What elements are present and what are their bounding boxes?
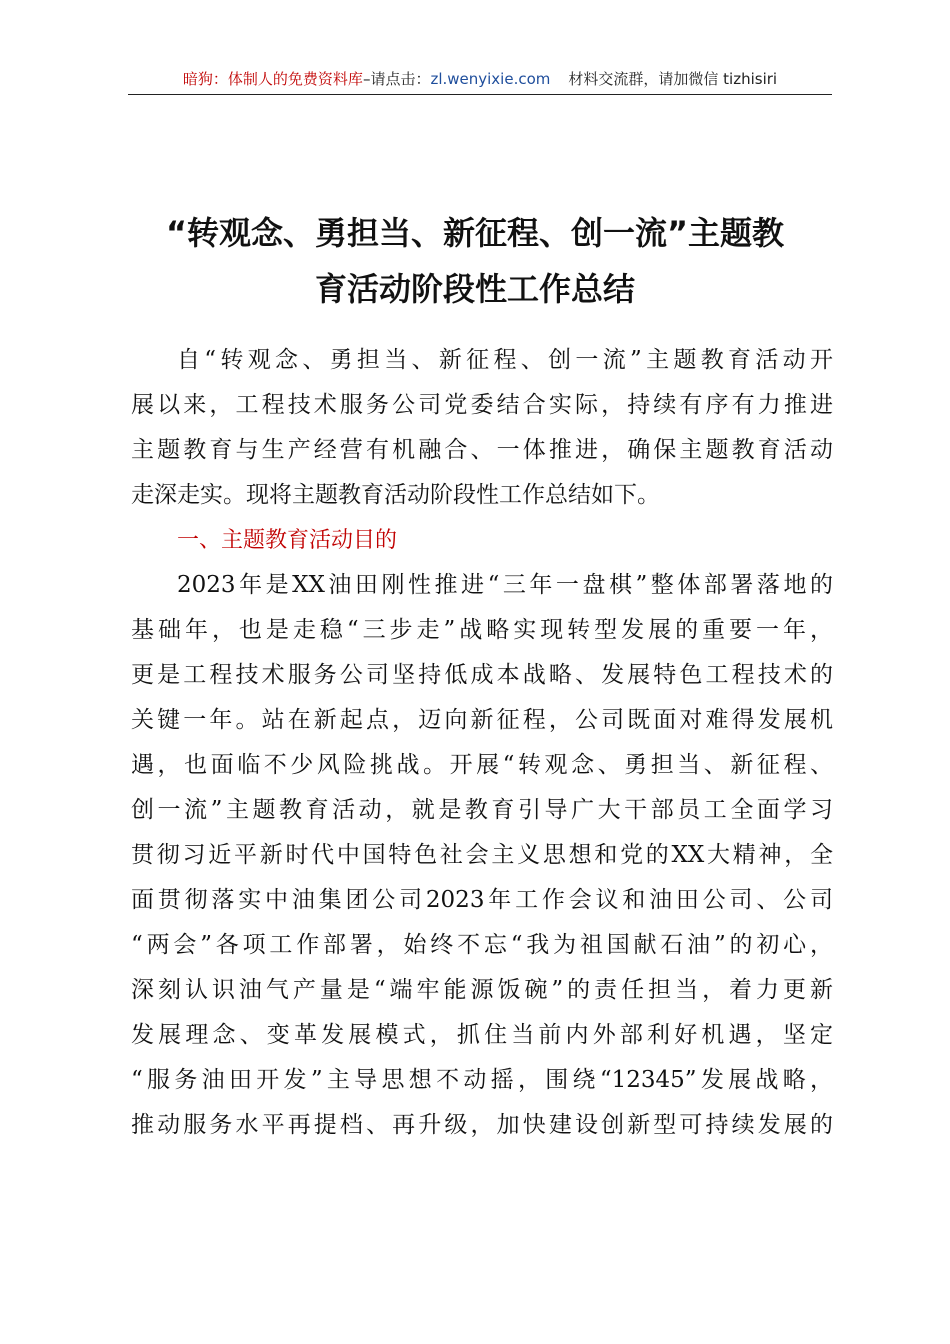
header-contact: 材料交流群，请加微信 tizhisiri [568,70,778,88]
header-separator: –请点击： [362,70,431,88]
paragraph-2-line: 创一流”主题教育活动，就是教育引导广大干部员工全面学习 [131,797,833,823]
paragraph-2-line: 关键一年。站在新起点，迈向新征程，公司既面对难得发展机 [131,707,833,733]
header-promo: 暗狗：体制人的免费资料库 [182,70,363,88]
paragraph-2-line: “服务油田开发”主导思想不动摇，围绕“12345”发展战略， [131,1067,833,1093]
paragraph-2-line: 遇，也面临不少风险挑战。开展“转观念、勇担当、新征程、 [131,752,833,778]
title-line-1: “转观念、勇担当、新征程、创一流”主题教 [165,214,785,252]
paragraph-1-line: 走深走实。现将主题教育活动阶段性工作总结如下。 [131,482,660,508]
paragraph-1-line: 自“转观念、勇担当、新征程、创一流”主题教育活动开 [177,347,833,373]
paragraph-2-line: 2023年是XX油田刚性推进“三年一盘棋”整体部署落地的 [177,572,833,598]
paragraph-2-line: 面贯彻落实中油集团公司2023年工作会议和油田公司、公司 [131,887,833,913]
title-line-2: 育活动阶段性工作总结 [314,270,635,308]
document-title [100,205,850,317]
paragraph-2-line: “两会”各项工作部署，始终不忘“我为祖国献石油”的初心， [131,932,833,958]
paragraph-2-line: 推动服务水平再提档、再升级，加快建设创新型可持续发展的 [131,1112,833,1138]
page-header [128,68,832,95]
paragraph-1-line: 主题教育与生产经营有机融合、一体推进，确保主题教育活动 [131,437,833,463]
paragraph-2-line: 发展理念、变革发展模式，抓住当前内外部利好机遇，坚定 [131,1022,833,1048]
document-body [131,338,833,1148]
header-url-link[interactable]: zl.wenyixie.com [430,70,551,88]
paragraph-2-line: 更是工程技术服务公司坚持低成本战略、发展特色工程技术的 [131,662,833,688]
paragraph-2-line: 基础年，也是走稳“三步走”战略实现转型发展的重要一年， [131,617,833,643]
section-heading-1: 一、主题教育活动目的 [177,528,398,553]
paragraph-2-line: 深刻认识油气产量是“端牢能源饭碗”的责任担当，着力更新 [131,977,833,1003]
paragraph-1-line: 展以来，工程技术服务公司党委结合实际，持续有序有力推进 [131,392,833,418]
paragraph-2-line: 贯彻习近平新时代中国特色社会主义思想和党的XX大精神，全 [131,842,833,868]
